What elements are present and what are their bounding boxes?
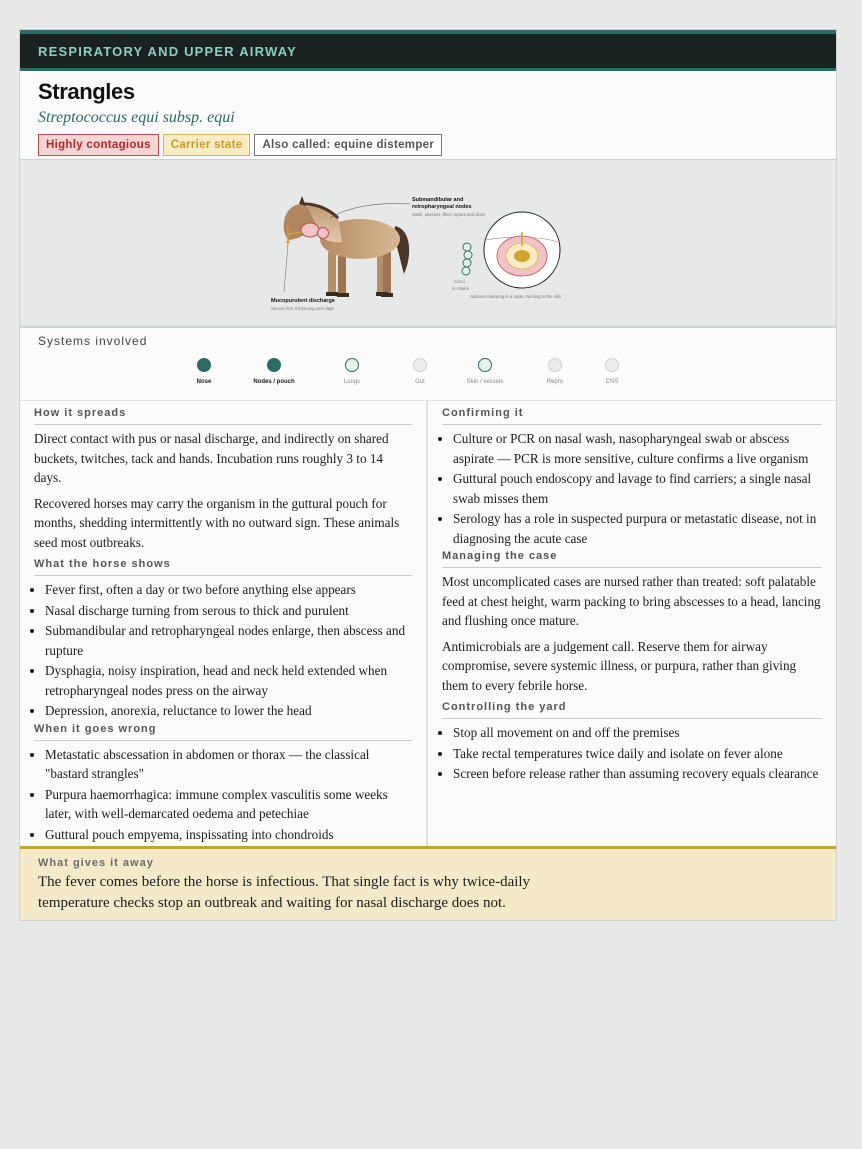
organism-name: Streptococcus equi subsp. equi <box>38 109 235 126</box>
section-heading-signs: What the horse shows <box>34 558 412 576</box>
tag-carrier: Carrier state <box>163 134 251 156</box>
category-band <box>20 34 836 71</box>
chain-label-1: Cocci <box>454 279 465 284</box>
coccus <box>463 259 471 267</box>
list-item: • Dysphagia, noisy inspiration, head and neck held extended when retropharyngeal nodes press on the airway <box>45 661 412 700</box>
system-nose <box>164 358 244 385</box>
system-indicator <box>605 358 619 372</box>
card-header <box>20 71 836 159</box>
horse-hoof <box>337 293 349 297</box>
left-column <box>20 401 428 846</box>
systems-label: Systems involved <box>38 334 148 348</box>
list-item: • Submandibular and retropharyngeal nodes enlarge, then abscess and rupture <box>45 621 412 660</box>
list-item: • Culture or PCR on nasal wash, nasopharyngeal swab or abscess aspirate — PCR is more sensitive, culture confirms a live organism <box>453 429 822 468</box>
leader-line <box>330 204 410 218</box>
section-heading-confirm: Confirming it <box>442 407 822 425</box>
abscess-core <box>514 250 530 262</box>
coccus <box>464 251 472 259</box>
system-name: Lungs <box>343 379 361 385</box>
system-name: CNS <box>605 379 619 385</box>
nodes-label-line1: Submandibular and <box>412 197 464 203</box>
systems-panel <box>20 328 836 400</box>
system-nodes <box>234 358 314 385</box>
page-title: Strangles <box>38 79 135 104</box>
halter-ring <box>286 240 289 243</box>
section-heading-spread: How it spreads <box>34 407 412 425</box>
confirm-list <box>442 429 822 548</box>
manage-paragraph-2: Antimicrobials are a judgement call. Reserve them for airway compromise, severe systemic illness, or purpura, rather than giving them to every febrile horse. <box>442 638 797 693</box>
system-name: Skin / vessels <box>466 379 504 385</box>
horse-illustration <box>20 160 836 326</box>
system-name: Nose <box>196 379 212 385</box>
coccus <box>462 267 470 275</box>
callout-heading: What gives it away <box>38 857 154 869</box>
system-indicator <box>345 358 359 372</box>
signs-list <box>34 580 412 721</box>
system-indicator <box>478 358 492 372</box>
list-item: • Guttural pouch endoscopy and lavage to find carriers; a single nasal swab misses them <box>453 469 822 508</box>
nodes-sub: Swell, abscess, then rupture and drain <box>412 212 486 217</box>
list-item: • Screen before release rather than assuming recovery equals clearance <box>453 764 822 784</box>
category-label: RESPIRATORY AND UPPER AIRWAY <box>38 43 297 59</box>
discharge-sub: Serous first, thickening over days <box>271 306 335 311</box>
tag-row <box>38 134 818 156</box>
key-point-callout <box>20 846 836 920</box>
list-item: • Guttural pouch empyema, inspissating into chondroids <box>45 825 412 845</box>
list-item: • Nasal discharge turning from serous to thick and purulent <box>45 601 412 621</box>
list-item: • Stop all movement on and off the premises <box>453 723 822 743</box>
spread-paragraph-1: Direct contact with pus or nasal discharge, and indirectly on shared buckets, twitches, tack and hands. Incubation runs roughly 3 to 14 days. <box>34 431 389 485</box>
control-list <box>442 723 822 784</box>
swollen-node <box>301 223 319 237</box>
section-heading-control: Controlling the yard <box>442 701 822 719</box>
nodes-label-line2: retropharyngeal nodes <box>412 204 472 210</box>
illustration-panel <box>20 159 836 328</box>
section-heading-manage: Managing the case <box>442 550 822 568</box>
horse-leg <box>338 252 346 296</box>
coccus <box>463 243 471 251</box>
system-indicator <box>267 358 281 372</box>
right-column <box>428 401 836 846</box>
list-item: • Take rectal temperatures twice daily and isolate on fever alone <box>453 744 822 764</box>
complications-list <box>34 745 412 845</box>
list-item: • Purpura haemorrhagica: immune complex vasculitis some weeks later, with well-demarcated oedema and petechiae <box>45 785 412 824</box>
list-item: • Metastatic abscessation in abdomen or thorax — the classical "bastard strangles" <box>45 745 412 784</box>
tag-contagious: Highly contagious <box>38 134 159 156</box>
horse-leg <box>383 252 391 296</box>
horse-hoof <box>381 293 393 297</box>
system-name: Nodes / pouch <box>253 379 295 385</box>
abscess-caption: Abscess maturing in a node, tracking to the skin <box>470 294 562 299</box>
horse-hoof <box>326 292 338 296</box>
list-item: • Fever first, often a day or two before anything else appears <box>45 580 412 600</box>
system-cns <box>572 358 652 385</box>
spread-paragraph-2: Recovered horses may carry the organism in the guttural pouch for months, shedding intermittently with no outward sign. These animals seed most outbreaks. <box>34 495 400 550</box>
manage-paragraph-1: Most uncomplicated cases are nursed rather than treated: soft palatable feed at chest height, warm packing to bring abscesses to a head, lancing and flushing once mature. <box>442 574 821 628</box>
system-skin <box>445 358 525 385</box>
system-indicator <box>197 358 211 372</box>
chain-label-2: in chains <box>452 286 469 291</box>
list-item: • Serology has a role in suspected purpura or metastatic disease, not in diagnosing the acute case <box>453 509 822 548</box>
section-heading-complications: When it goes wrong <box>34 723 412 741</box>
system-indicator <box>413 358 427 372</box>
disease-card <box>19 29 837 921</box>
callout-text: The fever comes before the horse is infectious. That single fact is why twice-daily temperature checks stop an outbreak and waiting for nasal discharge does not. <box>38 874 531 911</box>
discharge-label: Mucopurulent discharge <box>271 298 335 304</box>
system-indicator <box>548 358 562 372</box>
leader-line <box>284 244 288 292</box>
list-item: • Depression, anorexia, reluctance to lower the head <box>45 701 412 721</box>
tag-alias: Also called: equine distemper <box>254 134 442 156</box>
system-name: Gut <box>415 379 425 385</box>
swollen-node <box>318 228 329 239</box>
horse-leg <box>328 252 336 294</box>
content-columns <box>20 400 836 846</box>
system-name: Repro <box>546 379 564 385</box>
